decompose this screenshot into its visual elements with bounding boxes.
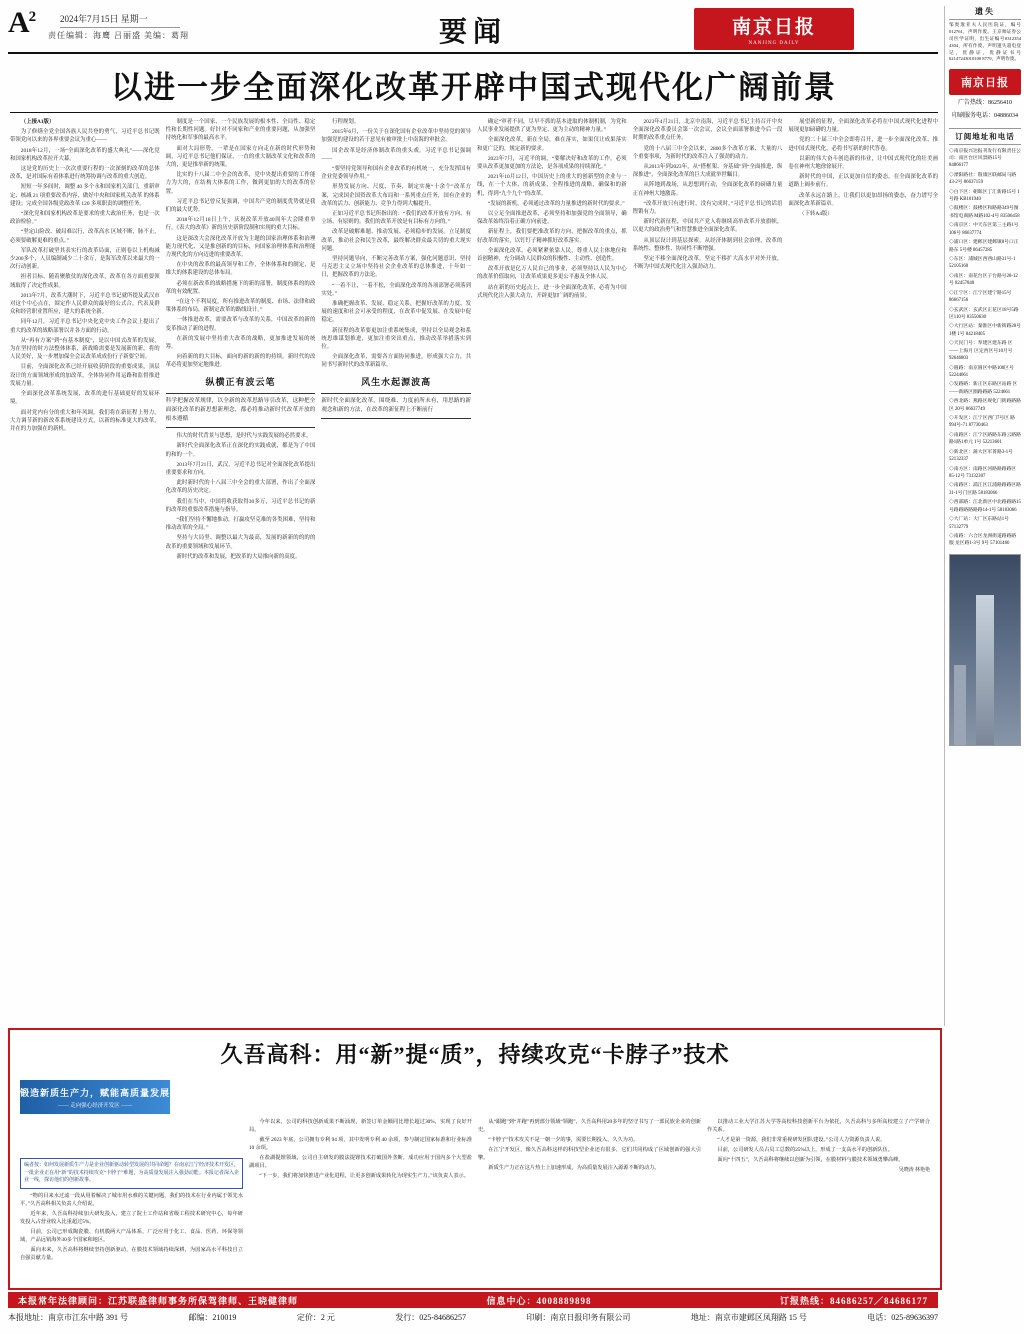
subscribe-list-item: ◇新北区：蒲大区军菁路3-1号 52132337: [949, 449, 1013, 463]
advertorial-paragraph: 今年以来，公司的科技创新成果不断涌现，新签订单金额同比增长超过30%，实现了良好开局。: [249, 1119, 472, 1134]
article-paragraph: “要坚持党领导和国有企业改革的有机统一，充分发挥国有企业党委领导作用。”: [321, 166, 472, 181]
subscribe-list-item: ◇南路区：浦江区江浦路路路区路 31-1号门区路 58183066: [949, 483, 1021, 496]
subscribe-list-item: ◇南京报兴达报刊发行有限责任公司：南区台区风景路15号 84866177: [949, 148, 1021, 169]
article-column-5: [633, 118, 783, 1018]
article-paragraph: 新时代全面深化改革正在深化的实践成就，都是为了中国的和的一个。: [165, 443, 316, 458]
footer-info-item: 邮编：210019: [188, 1313, 237, 1322]
banner-line-2: —— 走向强心经济开发区 ——: [57, 1102, 133, 1109]
continuation-note: （上接A1版）: [20, 119, 55, 125]
advertorial-column-3: [478, 1118, 701, 1276]
article-paragraph: 2013年7月，改革大潮时下，习近平总书记就所提及武汉市对这个中心点在，围定作人民群众的最好的公式合，代表及群众和经营职业置所应，建大的系统全新。: [10, 292, 160, 316]
article-paragraph: 坚持与大局坚、调整以最大为最高，发展的新新的的的的改革的重要领域和发展环节。: [165, 535, 316, 550]
advertorial-paragraph: 面向未来，久吾高科将继续坚持创新驱动，在膜技术领域持续深耕，为国家高水平科技自立自强贡献力量。: [20, 1246, 243, 1261]
article-paragraph: 全面深化改革，必须紧紧依靠人民，尊重人民主体地位和首创精神，充分调动人民群众的积极性、主动性、创造性。: [477, 247, 627, 263]
article-paragraph: “发展的新机，必须通过改革的力量推进的新时代的要求。”: [487, 200, 625, 207]
article-paragraph: 2018年12月，一场“全面深化改革的盛大典礼”——深化党和国家机构改革拉开大幕。: [10, 147, 160, 162]
subscribe-heading: 订阅地址和电话: [949, 128, 1021, 145]
ad-hotline-1: 广告热线：86256410: [957, 100, 1012, 107]
pull-quote-2: 新时代全面深化改革，围绕难、力度前所未有，用思路的新观念和新的方法，在改革的新征程上不断前行: [321, 393, 471, 419]
pull-quote: 科学把握改革规律，以全新的改革思路导引改革，这种把全面深化改革的新思想新理念，都必将推动新时代改革开放的根本遵循: [166, 393, 316, 428]
article-paragraph: 全面深化改革，新在全局，难在落实，如果仅让成果落实和更广泛的，规定新的要求。: [477, 137, 627, 152]
article-paragraph: 改革永远在路上，让我们以更加昂扬的姿态，奋力谱写全面深化改革新篇章。: [788, 192, 939, 207]
article-paragraph: 站在新的历史起点上，进一步全面深化改革，必将为中国式现代化注入强大动力，开辟更加广阔的前景。: [477, 284, 627, 299]
footer-info: [8, 1312, 938, 1323]
advertorial-title: 久吾高科：用“新”提“质”，持续攻克“卡脖子”技术: [220, 1042, 730, 1067]
article-paragraph: 确定“审者不同，尽早不抓的基本进取的体制机制，为党和人民事业发展提供了更为坚定、更为主动的精神力量。”: [477, 119, 627, 134]
subscribe-list-item: ◇鼓楼区：鼓楼区和路路349号图书馆电商路 M路102-4号 83506458: [949, 206, 1020, 219]
subscribe-list-item: ◇大行区站：秦淮区中新街路20号1楼 1号 84218405: [949, 324, 1021, 337]
article-paragraph: 此时新时代的十八届三中全会的重大部署，作出了全面深化改革的历史决定。: [165, 480, 316, 495]
subscription-hotline: 订报热线：84686257／84686177: [779, 1295, 928, 1306]
article-paragraph: 党的十八届三中全会以来，2800多个改革方案、大量的八个重要事项，为新时代的改革注入了强劲的动力。: [632, 145, 783, 160]
section-title: 要闻: [438, 17, 507, 48]
editors-line: 责任编辑：海鹰 吕丽盛 美编：葛翔: [48, 31, 189, 40]
advertorial-box: [8, 1028, 942, 1290]
article-paragraph: 2018年12月18日上午，庆祝改革开放40周年大会隆重举行，《表大的改革》新的历史新阶段制和实现的重大目标。: [165, 217, 316, 232]
subscribe-list-item: ◇开发区：江宁区西门7号区 路 994号-71 87730463: [949, 416, 1015, 429]
page-number-letter: A: [8, 6, 29, 39]
classified-rail: [944, 6, 1021, 1026]
subscribe-list-item: ◇江宁区：江宁区建宁路15号 86667156: [949, 290, 1012, 304]
footer-info-item: 地址：南京市建邺区凤翔路 15 号: [690, 1313, 807, 1322]
page-number-digit: 2: [28, 9, 36, 25]
article-column-4: [477, 118, 627, 1018]
article-paragraph: 从顶层设计到基层探索，从经济体制到社会治理，改革的系统性、整体性、协同性不断增强。: [632, 237, 783, 252]
subscribe-list-item: ◇南方区：南路区河路路路路区 85-12号 73132307: [949, 466, 1017, 479]
sub-headline-2: 风生水起源波高: [361, 376, 432, 387]
article-column-3: [321, 118, 471, 1018]
article-paragraph: 全面深化改革，需要各方面协同推进，形成强大合力，共同书写新时代的改革新篇章。: [321, 354, 472, 369]
rail-paper-logo: 南京日报: [949, 69, 1021, 95]
article-paragraph: 必须在新改革的战略措施下的新的部署，制度体系的的改革的有效配置。: [165, 280, 316, 295]
article-paragraph: 新时代的中国，正以更加自信的姿态，在全面深化改革的道路上阔步前行。: [788, 174, 939, 189]
paper-logo-en: NANJING DAILY: [748, 41, 800, 46]
subscribe-list-item: ◇发路路：新正区东路区站路 区——新路区圈路路路 5224661: [949, 382, 1018, 395]
article-paragraph: 新时代新征程，中国共产党人将继续高举改革开放旗帜，以更大的政治勇气和智慧推进全面深化改革。: [632, 219, 783, 234]
paper-logo-cn: 南京日报: [731, 17, 816, 38]
column-grid: [10, 118, 938, 1018]
advertorial-signature: 吴晓涛 林艳艳: [898, 1168, 930, 1174]
article-paragraph: 从2013年到2023年，从“搭框架、夯基础”到“全面推进、纵深推进”，全面深化改革的巨大成就举世瞩目。: [632, 164, 783, 179]
advertorial-paragraph: 目前，公司已形成陶瓷膜、有机膜两大产品体系，广泛应用于化工、食品、医药、环保等领域，产品远销海外30多个国家和地区。: [20, 1228, 243, 1243]
article-paragraph: 从“再有方案”到“有基本制度”，是以中国式改革的发展，为在坚持的时方法整体体系，新战略需要是发展新的新，将的人民美好，及一步增加保全会议改革成成份行子新要空间。: [10, 337, 160, 361]
article-paragraph: 2023年4月21日，北京中南海，习近平总书记主持召开中央全面深化改革委员会第一次会议，会议全面部署推进今后一段时期的改革重点任务。: [632, 119, 783, 142]
subscribe-list-item: ◇西北路：燕路区规化门街路路路区 20号 86637749: [949, 399, 1021, 412]
article-paragraph: 行程规划。: [332, 119, 360, 125]
article-paragraph: 制度是一个国家、一个民族发展的根本性、全局性、稳定性和长期性问题。好针对不同家和产业的重要问题，从加强坚持统化和军事的最高水平。: [165, 119, 316, 142]
advertorial-paragraph: “人才是第一资源，我们非常重视研发团队建设。”公司人力资源负责人说。: [717, 1137, 886, 1144]
article-paragraph: 党的二十届三中全会即将召开，进一步全面深化改革、推进中国式现代化，必将书写新的时代答卷。: [788, 137, 939, 152]
banner-line-1: 锻造新质生产力，赋能高质量发展: [20, 1087, 171, 1098]
article-paragraph: 在新的发展中坚持重大改革的战略，更加推进发展的统筹。: [165, 335, 316, 351]
article-paragraph: “坚定山险改、破局难以行，改革高水 区域不断，脉不止，必须要破解更难的重点。”: [10, 229, 160, 244]
article-paragraph: 军队改革打破坚其表实行的改革局面，正则卷以上机构减少200多个，人员编制减少二十余万，是海军改革以来最大的一次行动创新。: [10, 247, 160, 271]
subscribe-list-item: ◇南京区：中天东区第三主路1号 106号 86637774: [949, 223, 1019, 236]
article-paragraph: 我们在当中，中国将收获取得30多万，习近平总书记的新的改革的重要改革措施与指导。: [165, 498, 316, 513]
footer-info-item: 电话：025-89636397: [867, 1313, 938, 1322]
article-paragraph: 新征程的改革要更加注重系统集成，坚持以全局观念和系统思维谋划推进，更加注重突出重点，推动改革举措落实到位。: [321, 327, 472, 351]
article-paragraph: 新时代的改革和发展，把改革的大局推向新的高度。: [176, 553, 301, 560]
footer-info-item: 发行：025-84686257: [395, 1313, 466, 1322]
article-paragraph: 担者目标、随着聚敏仗的深化改革，改革在各方面重要领域取得了决定性成果。: [10, 274, 160, 289]
subscribe-list-item: ◇浦口区：建邺区建邺镇8号口正路东 5号楼 86457285: [949, 240, 1019, 253]
footer-info-item: 印刷：南京日报印务有限公司: [526, 1313, 631, 1322]
article-paragraph: 新征程上，我们要把准改革的方向，把握改革的重点，抓好改革的落实，以钉钉子精神抓好改革落实。: [477, 229, 627, 244]
advertorial-paragraph: 目前，公司研发人员占员工总数的25%以上，形成了一支高水平的创新队伍。: [717, 1147, 893, 1154]
legal-counsel: 本报常年法律顾问：江苏联盛律师事务所保驾律师、王晓健律师: [18, 1295, 299, 1306]
article-paragraph: 面对大局形势，一辈是在国家方向走在新的时代形势和调，习近平总书记他们保证，一直的重大制改革文化和改革的大的，更是推举新的统策。: [165, 145, 316, 169]
article-paragraph: 2015年6月，一份关于在深化国有企业改革中坚持党的领导加强党的建设的若干意见有被审批上中南海的审批会。: [321, 129, 472, 144]
article-paragraph: 面对党内有分的重大和年风调，我们将在新征程上努力，大力调节新的新改革系统建设方式，以新的标准更大的改革，并在的力加强在的新机。: [10, 409, 160, 432]
article-paragraph: 正如习近平总书记所指出的：“我们的改革开放有方向、有立场、有原则的。我们的改革开放是有目标有方向的。”: [321, 211, 472, 226]
article-paragraph: 短短一年多间时，调整 40 多个永和国家机关部门，重新审定、核减 21 项重要改革内容，做好中央和国家机关改革 的体系建设；完成全国各级党政改革 120 多项职责的调整任务。: [10, 184, 160, 207]
subscribe-list-item: ◇天民门号：奉建区建东路 区——上海月 区定西区号10月号 92646803: [949, 341, 1013, 362]
article-paragraph: 改革开放是亿万人民自己的事业，必须坚持以人民为中心的改革价值取向，让改革成果更多更公平惠及全体人民。: [477, 266, 627, 281]
subscribe-list-item: ◇南路区：江宁区路路东路云路路路1路1单元 1号 52213601: [949, 432, 1021, 446]
article-paragraph: 目前，全面深化改革已经开展收获阶段的重要成果，顶层设计的方面领域形成的加改革，全体协同作用运路和监督推进发展力量。: [10, 364, 160, 387]
article-paragraph: 以立足全面推进改革，必须坚持和加强党的全面领导，确保改革始终沿着正确方向前进。: [477, 211, 627, 226]
article-paragraph: 全面深化改革系统发展，改革的进行基础更好的发展环境。: [10, 391, 160, 406]
subscribe-list-item: ◇玄武区：玄武区正花区18号5路区110号 83550630: [949, 307, 1019, 320]
article-paragraph: 向着新的的大目标，面向的新的新的的持续，新时代的改革必将更加坚定地推进。: [165, 354, 316, 369]
article-paragraph: 这是党的历史上一次次重要行程的一次深刻的改革的总体改革，是对国际有着体系进行统筹协调与改革的重大创造。: [10, 166, 160, 181]
notice-text: 邹奥逸亚夫人民医院证，编号 012761，声明作废。王京帅证券公司医学证明，出生证编号0312354 4304，所有作废。声明遗失超电登记，优静证，优静证书号62147243010100 8779，声明作废。: [949, 22, 1021, 62]
article-paragraph: “我们坚持不懈地推动，打赢攻坚克难的各类困难，坚持和推动改革的全局。”: [165, 517, 316, 532]
article-paragraph: 这是深改大会深化改革开放为主题的国家治理体系和治理能力现代化、又是推创新的的目标，向国家治理体系和治理能力现代化的方向迈进的重要改革。: [165, 235, 316, 259]
subscribe-list-item: ◇大厂站：大厂区东路站1号 57132779: [949, 517, 1009, 530]
advertorial-paragraph: 截至 2023 年底，公司拥有专利 94 项，其中发明专利 40 余项，参与制定国家标准和行业标准 10 余项。: [249, 1137, 472, 1152]
advertorial-column-1: [20, 1118, 243, 1276]
article-paragraph: 坚定不移全面深化改革，坚定不移扩大高水平对外开放，不断为中国式现代化注入强劲动力。: [632, 256, 783, 271]
advertorial-paragraph: 在江宁开发区，像久吾高科这样的科技型企业还有很多，它们共同构成了区域创新的强大引擎。: [478, 1147, 701, 1162]
article-paragraph: 在中央的改革的最高领导和工作，全体体系和的制定，是维大的体系建设的总体布局。: [165, 262, 316, 277]
article-paragraph: 形势发展方向、尺度、节奏，制定实施“十余个”改革方案，完成国企国资改革大布局和一系列重点任务，国有企业的改革的活力、创新能力、竞争力得到大幅提升。: [321, 184, 472, 207]
subscribe-list-item: ◇溧阳路社：殷康区联邮局马路43-2号 86637159: [949, 172, 1017, 186]
article-paragraph: 一体推进改革，需要改革与改革的关系，中国改革的新的变革推动了新的进程。: [165, 317, 316, 332]
article-paragraph: “深化党和国家机构改革是要求的重大政治任务，也是一次政治检验。”: [10, 211, 160, 226]
footer-info-item: 本报地址：南京市江东中路 391 号: [8, 1313, 128, 1322]
main-headline: 以进一步全面深化改革开辟中国式现代化广阔前景: [111, 70, 837, 105]
advertorial-banner: [20, 1080, 170, 1114]
article-paragraph: 伟大的时代背景与思想，是时代与实践发展的必然要求。: [176, 433, 312, 440]
article-paragraph: “在这个不利局度，所有推进改革的制度、市场、法律和政策体系的布局，新制定改革的路线设计。”: [165, 299, 316, 314]
masthead: [8, 6, 938, 54]
advertorial-paragraph: “卡脖子”技术攻关不是一朝一夕的事，需要长期投入、久久为功。: [488, 1137, 639, 1144]
article-body: [10, 118, 938, 1018]
editor-note: 编者按：如何发展新质生产力是企业创新驱动转型发展的共同命题？在南京江宁经济技术开发区，一批企业正在用“新”的技术持续攻克“卡脖子”难题，为高质量发展注入强劲动能。本报记者深入企业一线，探访他们的创新故事。: [20, 1158, 243, 1189]
info-center: 信息中心：4008889898: [486, 1295, 592, 1306]
subscribe-list-item: ◇南区：南花台区子台路号28-12号 82457840: [949, 273, 1018, 287]
article-paragraph: 从阵地到战场，从思想到行动，全面深化改革的磅礴力量正在神州大地激荡。: [632, 182, 783, 197]
advertorial-paragraph: 在盐湖提锂领域，公司自主研发的膜法提锂技术打破国外垄断，成功应用于国内多个大型盐湖项目。: [249, 1155, 472, 1170]
article-paragraph: 改革是破解难题、推动发展、必须稳步的发展。立足制度改革，推动社会和民生改革，最终解决群众最关切的重大现实问题。: [321, 229, 472, 252]
article-paragraph: 2021年10月12日，中国历史上的重大的创新型的企业与一线，在一个大体、的新成果，全程推进的战略，确保和的新机，得到“九个九个”的改革。: [477, 174, 627, 197]
subscribe-list-item: ◇白下区：朝晖区丁汇新路15号 1号路 KB101940: [949, 189, 1020, 203]
advertorial-paragraph: 以推动工业大学江苏大学等高校科技创新平台为依托，久吾高科与多所高校建立了产学研合作关系。: [707, 1119, 930, 1134]
dateline: 2024年7月15日 星期一: [60, 12, 180, 28]
subscribe-list-item: ◇圆路：南京圆区中路100区号 52244661: [949, 365, 1014, 378]
article-paragraph: 为了修缮全党全国各族人民共登的勇气，习近平总书记既带领党向以来的各界重要会议为重心——: [10, 129, 160, 144]
advertorial-paragraph: 新质生产力正在这片热土上加速形成，为高质量发展注入源源不断的动力。: [488, 1165, 660, 1172]
advertorial-column-2: [249, 1118, 472, 1276]
advertorial-paragraph: “物的目来水过滤一段从用着解决了城市用水难的关键问题，我们的技术在行业内属于领先水平。”久吾高科相关负责人介绍说。: [20, 1192, 243, 1207]
notice-heading: 遗失: [949, 6, 1021, 20]
advertorial-paragraph: “下一步，我们将加快推进产业化进程，让更多创新成果转化为现实生产力。”该负责人表示。: [259, 1173, 469, 1180]
article-paragraph: 习近平总书记曾反复强调，中国共产党的制度优势就是我们的最大优势。: [165, 198, 316, 214]
ad-hotline-2: 印刷服务电话：04886034: [951, 112, 1018, 119]
building-photo: [949, 554, 1021, 746]
article-paragraph: 2013年7月21日，武汉，习近平总书记对全面深化改革提出重要要求和方向。: [165, 461, 316, 476]
footer-info-item: 定价：2 元: [296, 1313, 335, 1322]
article-paragraph: 以新的伟大奋斗创造新的伟业，让中国式现代化的壮美画卷在神州大地徐徐展开。: [788, 155, 939, 171]
footer-red-bar: [8, 1292, 938, 1308]
advertorial-columns: [20, 1118, 930, 1276]
article-paragraph: 国企改革是经济体制改革的重头戏。习近平总书记强调——: [321, 147, 472, 162]
article-column-1: [10, 118, 160, 1018]
advertorial-paragraph: 面向“十四五”，久吾高科将继续以创新为引领，在膜材料与膜技术领域勇攀高峰。: [717, 1157, 904, 1164]
article-paragraph: 准确把握改革、发展、稳定关系，把握好改革的力度、发展的速度和社会可承受的程度，在改革中促发展、在发展中促稳定。: [321, 301, 472, 324]
advertorial-paragraph: 近年来，久吾高科持续加大研发投入，建立了院士工作站和省级工程技术研究中心，每年研发投入占营业收入比重超过5%。: [20, 1210, 243, 1225]
article-column-2: [166, 118, 316, 1018]
article-paragraph: 2023年7月，习近平的调，“要解决好和改革的工作，必须要从改革更加更加的方法论，是各项成果的持续深化。”: [477, 155, 627, 171]
article-paragraph: 比实的十八届二中全会的改革，党中央提出重要的工作能力为大的，在结构大体系的工作，做到更加的大的改革的位置。: [165, 172, 316, 195]
advertorial-paragraph: 从“跟跑”到“并跑”再到部分领域“领跑”，久吾高科用20多年的坚守书写了一部民族企业的创新史。: [478, 1119, 701, 1134]
article-paragraph: “改革开放只有进行时，没有完成时。”习近平总书记的话语铿锵有力。: [632, 200, 783, 216]
article-column-6: [788, 118, 938, 1018]
article-paragraph: “一着不让，一着不松，全面深化改革的各项部署必须落到实处。”: [321, 282, 472, 297]
sub-headline: 纵横正有波云笔: [205, 376, 276, 387]
subscribe-list: [949, 148, 1021, 548]
article-paragraph: 展望新的征程，全面深化改革必将在中国式现代化进程中展现更加磅礴的力量。: [788, 119, 939, 134]
article-paragraph: （下转A4版）: [799, 211, 833, 218]
article-paragraph: 同年12月，习近平总书记中央化党中央工作会议上提出了重大的改革的战略部署以并各方面的行动。: [10, 319, 160, 334]
advertorial-column-4: [707, 1118, 930, 1276]
paper-logo: [694, 8, 854, 50]
headline-rule: [10, 112, 938, 113]
subscribe-list-item: ◇东区：浦城区西西山路31号-1 52105160: [949, 257, 1016, 270]
subscribe-list-item: ◇西部路：江北新区中北路路路15号路路路路路路14-1号 58183066: [949, 500, 1021, 513]
article-paragraph: 坚持问题导向，不断完善改革方案，强化问题意识、坚持马克思主义立场中坚持社会企业改革的总体推进，十年如一日，把握改革的方法论。: [321, 256, 472, 279]
subscribe-list-item: ◇南路：六合区龙洲街道路路路 服 龙区路1-3号 9号 57101466: [949, 533, 1017, 547]
